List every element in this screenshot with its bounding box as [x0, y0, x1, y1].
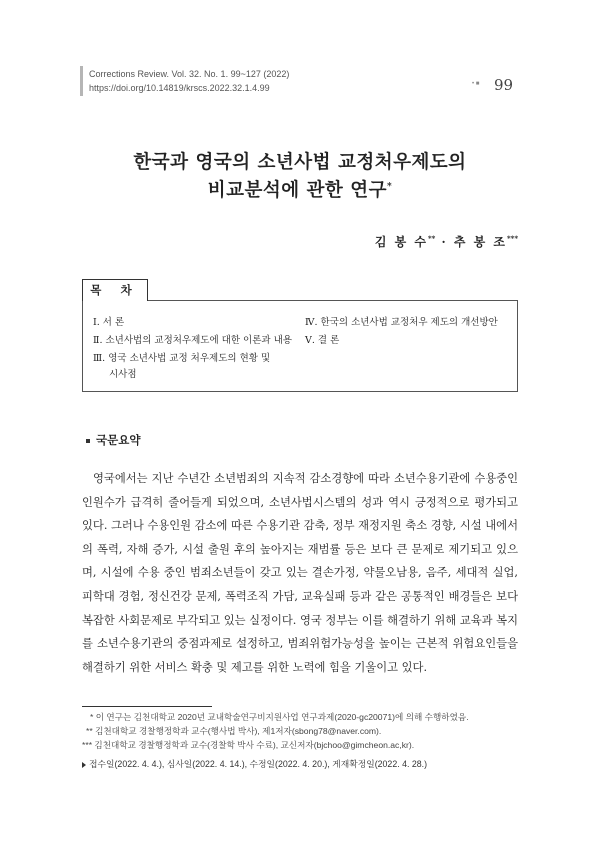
footnote-1: * 이 연구는 김천대학교 2020년 교내학술연구비지원사업 연구과제(2020-gc20071)에 의해 수행하였음. [90, 712, 469, 722]
footnote-divider [82, 706, 212, 707]
page-number: 99 [494, 76, 514, 94]
toc-item-3[interactable]: Ⅲ. 영국 소년사법 교정 처우제도의 현황 및 [93, 353, 271, 364]
author-2: 추 봉 조 [453, 235, 508, 249]
toc-box [82, 300, 518, 392]
submission-dates [82, 757, 427, 770]
toc-item-5[interactable]: Ⅴ. 결 론 [305, 335, 340, 346]
toc-item-4[interactable]: Ⅳ. 한국의 소년사법 교정처우 제도의 개선방안 [305, 317, 498, 328]
toc-item-3-cont[interactable]: 시사점 [109, 369, 137, 380]
doi-link[interactable]: https://doi.org/10.14819/krscs.2022.32.1.4.99 [89, 83, 270, 93]
author-2-mark: *** [507, 234, 518, 243]
abstract-heading-text: 국문요약 [96, 435, 141, 447]
title-line-1: 한국과 영국의 소년사법 교정처우제도의 [133, 152, 467, 173]
abstract-body [82, 467, 518, 679]
title-line-2 [0, 176, 600, 202]
dates-text: 접수일(2022. 4. 4.), 심사일(2022. 4. 14.), 수정일(2022. 4. 20.), 게재확정일(2022. 4. 28.) [89, 759, 428, 769]
toc-label: 목 차 [82, 279, 148, 301]
journal-header [89, 67, 289, 95]
toc-item-2[interactable]: Ⅱ. 소년사법의 교정처우제도에 대한 이론과 내용 [93, 335, 292, 346]
abstract-text: 영국에서는 지난 수년간 소년범죄의 지속적 감소경향에 따라 소년수용기관에 수용중인 인원수가 급격히 줄어들게 되었으며, 소년사법시스템의 성과 역시 긍정적으로 평가되고 있다. 그러나 수용인원 감소에 따른 수용기관 감축, 정부 재정지원 축소 경향, 시설 내에서의 폭력, 자해 증가, 시설 출원 후의 높아지는 재범률 등은 보다 큰 문제로 제기되고 있으며, 시설에 수용 중인 범죄소년들이 갖고 있는 결손가정, 약물오남용, 음주, 세대적 실업, 피학대 경험, 정신건강 문제, 폭력조직 가담, 교육실패 등과 같은 공통적인 배경들은 보다 복잡한 사회문제로 부각되고 있는 실정이다. 영국 정부는 이를 해결하기 위해 교육과 복지를 소년수용기관의 중점과제로 설정하고, 범죄위험가능성을 높이는 근본적 위험요인들을 해결하기 위한 서비스 확충 및 제고를 위한 노력에 힘을 기울이고 있다. [82, 472, 518, 674]
triangle-bullet-icon [82, 762, 86, 768]
footnote-2: ** 김천대학교 경찰행정학과 교수(행사법 박사), 제1저자(sbong78@naver.com). [86, 726, 382, 736]
header-accent-bar [80, 66, 83, 96]
footnote-3: *** 김천대학교 경찰행정학과 교수(경찰학 박사 수료), 교신저자(bjchoo@gimcheon.ac,kr). [82, 740, 415, 750]
title-footnote-marker: * [387, 181, 393, 192]
author-line [375, 233, 518, 250]
journal-citation: Corrections Review. Vol. 32. No. 1. 99~127 (2022) [89, 69, 290, 79]
toc-item-1[interactable]: Ⅰ. 서 론 [93, 317, 125, 328]
abstract-heading [86, 432, 140, 448]
page-mark: • ■ [472, 81, 480, 87]
author-separator: · [441, 235, 448, 249]
author-1: 김 봉 수 [374, 235, 428, 249]
author-1-mark: ** [427, 234, 436, 243]
bullet-square-icon [86, 439, 90, 443]
title-line-2-text: 비교분석에 관한 연구 [207, 180, 387, 201]
